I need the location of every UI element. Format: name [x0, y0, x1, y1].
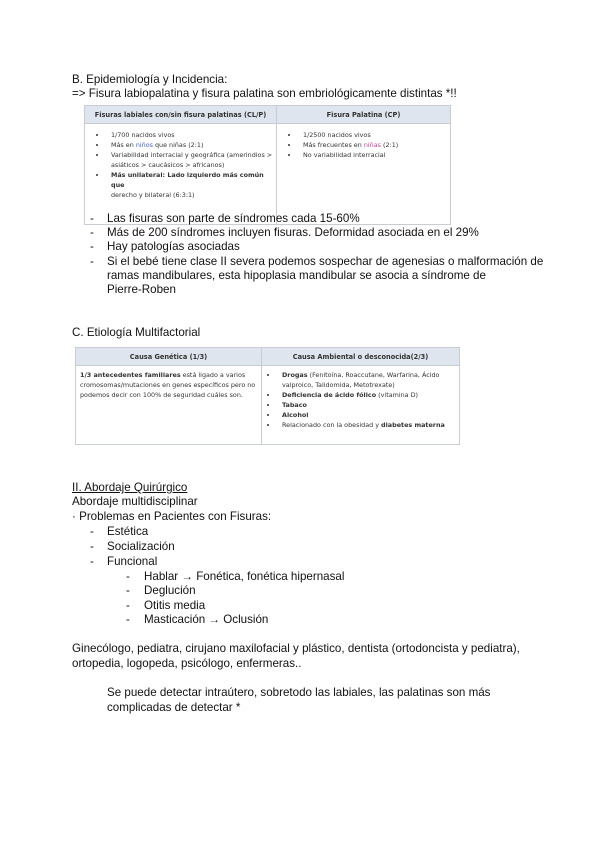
list-item: • Deficiencia de ácido fólico (vitamina D)	[278, 390, 459, 400]
list-item: • Drogas (Fenitoína, Roaccutane, Warfarina, Ácido valproico, Talidomida, Metotrexate)	[278, 370, 459, 390]
bullet-200-syndromes: Más de 200 síndromes incluyen fisuras. Deformidad asociada en el 29%	[107, 226, 479, 239]
bullet-class-ii-line1: Si el bebé tiene clase II severa podemos sospechar de agenesias o malformación de	[107, 255, 544, 268]
subitem-otitis: Otitis media	[144, 599, 206, 612]
highlight-ninos: niños	[135, 141, 153, 149]
table2-header-genetic: Causa Genética (1/3)	[76, 348, 262, 366]
list-item: • Más en niños que niñas (2:1)	[107, 140, 276, 150]
list-item: • 1/700 nacidos vivos	[107, 130, 276, 140]
bullet-class-ii-line2: ramas mandibulares, esta hipoplasia mandibular se asocia a síndrome de	[107, 269, 486, 282]
section-ii-subheading: Abordaje multidisciplinar	[72, 495, 198, 508]
list-item: • Tabaco	[278, 400, 459, 410]
table2-left-cell: 1/3 antecedentes familiares está ligado a varios cromosomas/mutaciones en genes específicos pero no podemos decir con 100% de seguridad cuáles son.	[76, 366, 262, 445]
professionals-line2: ortopedia, logopeda, psicólogo, enfermeras..	[72, 657, 302, 670]
list-item: • Más frecuentes en niñas (2:1)	[299, 140, 450, 150]
item-socializacion: Socialización	[107, 540, 175, 553]
item-funcional: Funcional	[107, 555, 158, 568]
list-item: • Más unilateral: Lado izquierdo más común que derecho y bilateral (6:3:1)	[107, 170, 276, 200]
epidemiology-table	[84, 105, 451, 225]
table1-left-cell	[85, 124, 277, 225]
table1-header-cp: Fisura Palatina (CP)	[277, 106, 451, 124]
list-item: • Relacionado con la obesidad y diabetes materna	[278, 420, 459, 430]
subitem-deglucion: Deglución	[144, 584, 196, 597]
bullet-syndromes: Las fisuras son parte de síndromes cada 15-60%	[107, 212, 360, 225]
subitem-masticacion: Masticación → Oclusión	[144, 613, 269, 626]
section-c-heading: C. Etiología Multifactorial	[72, 326, 201, 339]
bullet-class-ii-line3: Pierre-Roben	[107, 283, 176, 296]
item-estetica: Estética	[107, 525, 149, 538]
subitem-hablar: Hablar → Fonética, fonética hipernasal	[144, 570, 345, 583]
table1-header-cl-p: Fisuras labiales con/sin fisura palatinas (CL/P)	[85, 106, 277, 124]
highlight-ninas: niñas	[363, 141, 381, 149]
note-line1: Se puede detectar intraútero, sobretodo las labiales, las palatinas son más	[107, 686, 491, 699]
section-b-subtitle: => Fisura labiopalatina y fisura palatina son embriológicamente distintas *!!	[72, 87, 457, 100]
list-item: • Variabilidad interracial y geográfica (amerindios > asiáticos > caucásicos > africanos)	[107, 150, 276, 170]
list-item: • Alcohol	[278, 410, 459, 420]
list-item: • 1/2500 nacidos vivos	[299, 130, 450, 140]
note-line2: complicadas de detectar *	[107, 701, 241, 714]
table2-right-cell	[262, 366, 460, 445]
document-page: B. Epidemiología y Incidencia: => Fisura labiopalatina y fisura palatina son embriológicamente distintas *!! Fisuras labiales con/sin fisura palatinas (CL/P) Fisura Palatina (CP) • 1/700 nacidos vivos • Más en niños que niñas (2:1) • Variabilidad interracial y geográfica (amerindios > asiáticos > caucásicos > africanos) • Más unilateral: Lado izquierdo más común que derecho y bilateral (6:3:1) • 1/2500 nacidos vivos • Más frecuentes en niñas (2:1) • No variabilidad interracial - Las fisuras son parte de síndromes cada 15-60% - Más de 200 síndromes incluyen fisuras. Deformidad asociada en el 29% - Hay patologías asociadas - Si el bebé tiene clase II severa podemos sospechar de agenesias o malformación de ramas mandibulares, esta hipoplasia mandibular se asocia a síndrome de Pierre-Roben C. Etiología Multifactorial Causa Genética (1/3) Causa Ambiental o desconocida(2/3) 1/3 antecedentes familiares está ligado a varios cromosomas/mutaciones en genes específicos pero no podemos decir con 100% de seguridad cuáles son. • Drogas (Fenitoína, Roaccutane, Warfarina, Ácido valproico, Talidomida, Metotrexate) • Deficiencia de ácido fólico (vitamina D) • Tabaco • Alcohol • Relacionado con la obesidad y diabetes materna II. Abordaje Quirúrgico Abordaje multidisciplinar · Problemas en Pacientes con Fisuras: - Estética - Socialización - Funcional - Hablar → Fonética, fonética hipernasal - Deglución - Otitis media - Masticación → Oclusión Ginecólogo, pediatra, cirujano maxilofacial y plástico, dentista (ortodoncista y pediatra), ortopedia, logopeda, psicólogo, enfermeras.. Se puede detectar intraútero, sobretodo las labiales, las palatinas son más complicadas de detectar *	[0, 0, 600, 848]
professionals-line1: Ginecólogo, pediatra, cirujano maxilofacial y plástico, dentista (ortodoncista y pediatra),	[72, 642, 520, 655]
table2-header-environmental: Causa Ambiental o desconocida(2/3)	[262, 348, 460, 366]
list-item: • No variabilidad interracial	[299, 150, 450, 160]
table1-right-cell	[277, 124, 451, 225]
bullet-pathologies: Hay patologías asociadas	[107, 240, 240, 253]
problems-heading: · Problemas en Pacientes con Fisuras:	[72, 510, 272, 523]
section-b-heading: B. Epidemiología y Incidencia:	[72, 73, 228, 86]
etiology-table	[75, 347, 460, 445]
section-ii-heading: II. Abordaje Quirúrgico	[72, 481, 188, 494]
